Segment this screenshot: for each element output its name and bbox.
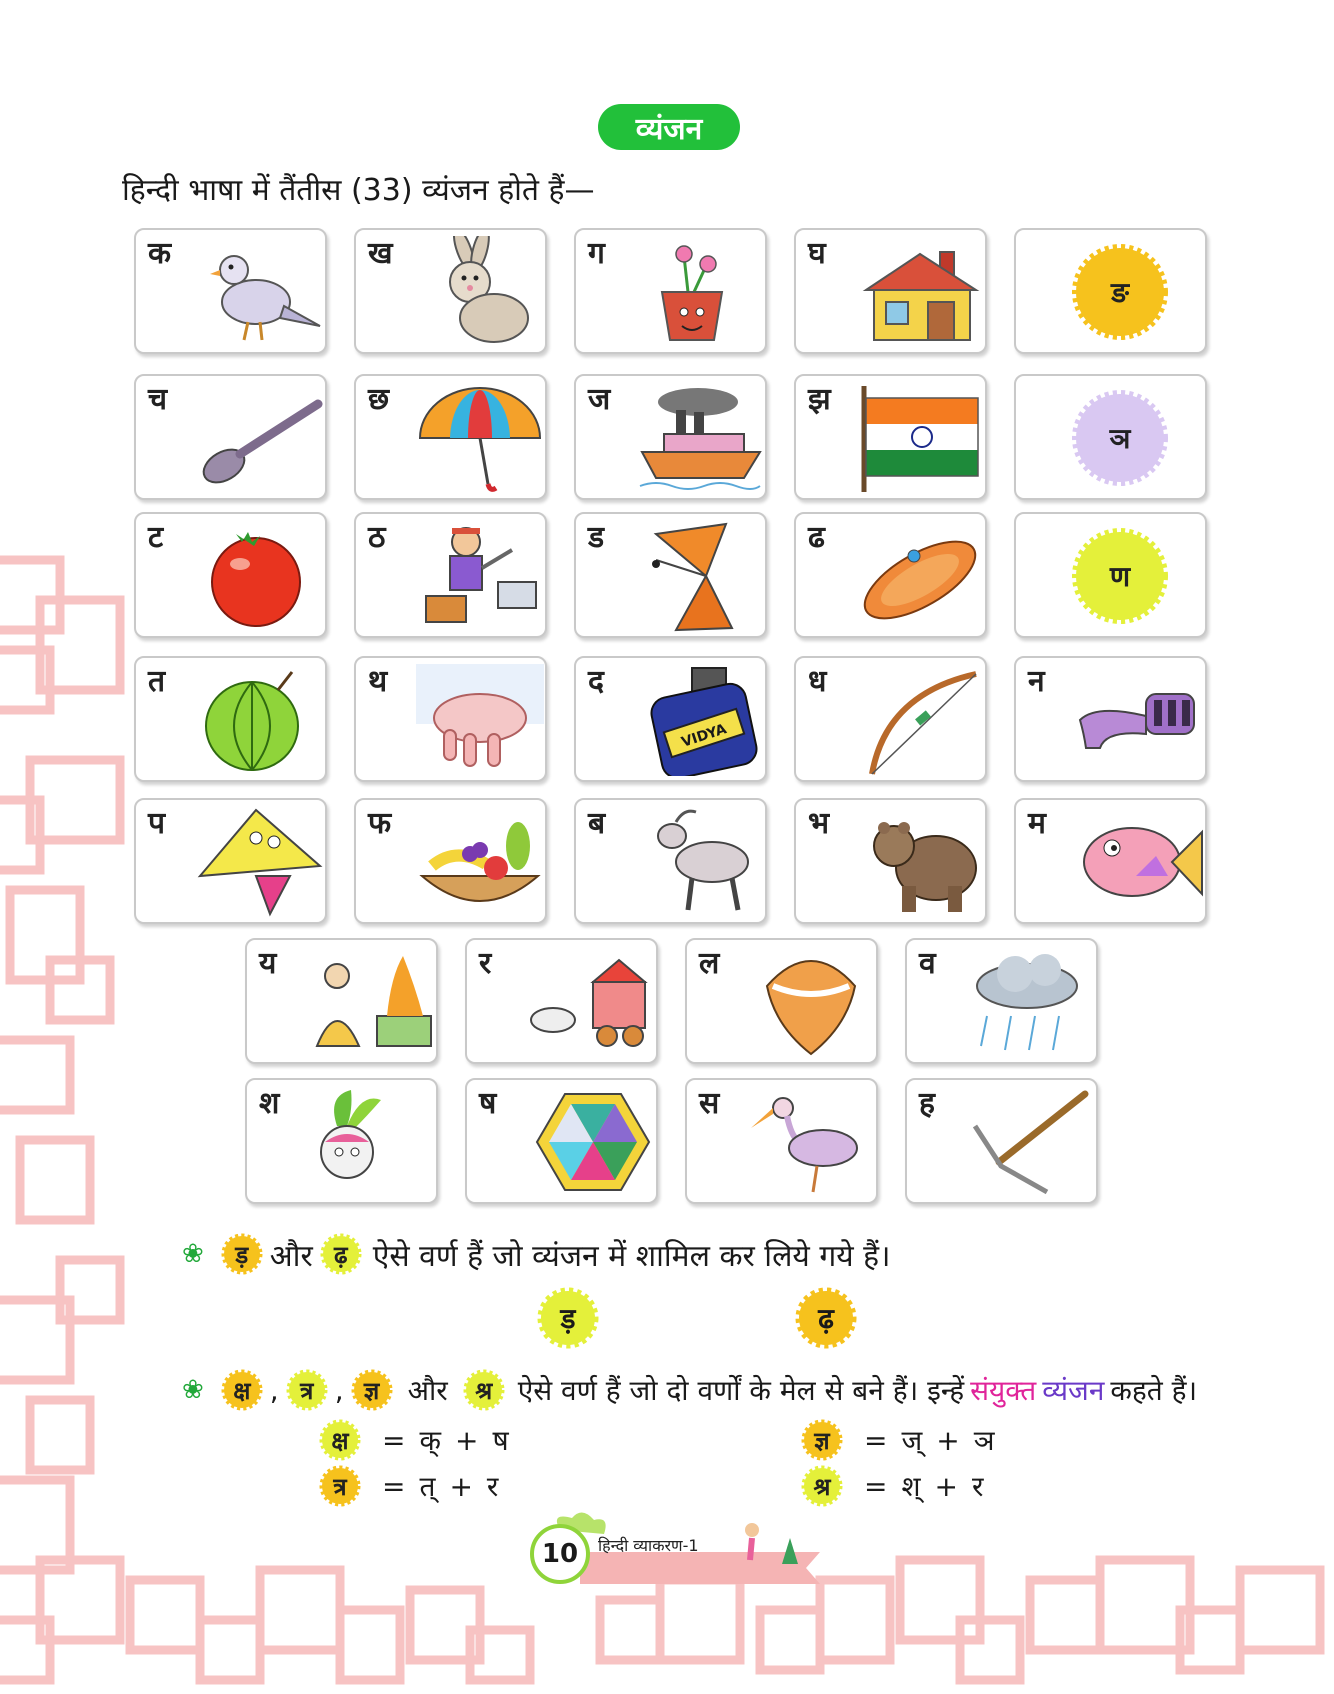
yagya-icon bbox=[307, 946, 435, 1058]
part-b: ञ bbox=[973, 1424, 995, 1457]
letter: ठ bbox=[368, 520, 386, 555]
fruit-bowl-icon bbox=[416, 806, 544, 918]
equation-gya bbox=[794, 1418, 995, 1462]
letter: क bbox=[148, 236, 172, 271]
part-b: ष bbox=[492, 1424, 509, 1457]
consonant-card-pa bbox=[134, 798, 327, 924]
equation-shra bbox=[794, 1464, 983, 1508]
sun-badge bbox=[1070, 526, 1170, 626]
note2-text: ऐसे वर्ण हैं जो दो वर्णों के मेल से बने हैं। इन्हें bbox=[517, 1374, 965, 1407]
badge-tra: त्र bbox=[285, 1368, 329, 1412]
flower-bullet-icon: ❀ bbox=[182, 1375, 204, 1405]
badge-rra: ड़ bbox=[220, 1232, 264, 1276]
consonant-card-ha bbox=[905, 1078, 1098, 1204]
house-icon bbox=[856, 236, 984, 348]
tomato-icon bbox=[196, 520, 324, 632]
bottle-label: VIDYA bbox=[679, 721, 729, 751]
letter: म bbox=[1028, 806, 1046, 841]
plus-sign: + bbox=[454, 1423, 479, 1457]
part-b: र bbox=[486, 1470, 499, 1503]
consonant-card-tha bbox=[354, 512, 547, 638]
plus-sign: + bbox=[449, 1469, 473, 1503]
letter: च bbox=[148, 382, 168, 417]
consonant-card-na bbox=[1014, 656, 1207, 782]
section-title: व्यंजन bbox=[598, 104, 740, 150]
letter: ग bbox=[588, 236, 605, 271]
consonant-card-bha bbox=[794, 798, 987, 924]
equals-sign: = bbox=[864, 1423, 888, 1457]
rain-cloud-icon bbox=[967, 946, 1095, 1058]
badge-gya: ज्ञ bbox=[350, 1368, 394, 1412]
goat-icon bbox=[636, 806, 764, 918]
equation-ksha bbox=[312, 1418, 509, 1462]
badge-ksha: क्ष bbox=[220, 1368, 264, 1412]
flower-pot-icon bbox=[636, 236, 764, 348]
consonant-card-ta2 bbox=[134, 656, 327, 782]
note1-text: ऐसे वर्ण हैं जो व्यंजन में शामिल कर लिये गये हैं। bbox=[372, 1238, 891, 1274]
tinsmith-icon bbox=[416, 520, 544, 632]
spoon-icon bbox=[196, 382, 324, 494]
big-badge-rha: ढ़ bbox=[794, 1286, 858, 1350]
equals-sign: = bbox=[864, 1469, 888, 1503]
badge-shra: श्र bbox=[462, 1368, 506, 1412]
letter: फ bbox=[368, 806, 392, 841]
letter: श bbox=[259, 1086, 280, 1121]
consonant-card-ya bbox=[245, 938, 438, 1064]
comma: , bbox=[334, 1373, 344, 1407]
consonant-card-sa bbox=[685, 1078, 878, 1204]
equals-sign: = bbox=[382, 1423, 406, 1457]
letter: भ bbox=[808, 806, 830, 841]
consonant-card-ba bbox=[574, 798, 767, 924]
note2-tail: कहते हैं। bbox=[1110, 1374, 1198, 1407]
letter: व bbox=[919, 946, 936, 981]
letter: ङ bbox=[1111, 276, 1129, 309]
hexagon-icon bbox=[527, 1086, 655, 1198]
sun-badge bbox=[1070, 388, 1170, 488]
consonant-card-da bbox=[574, 512, 767, 638]
consonant-card-ja bbox=[574, 374, 767, 500]
consonant-card-gha bbox=[794, 228, 987, 354]
letter: थ bbox=[368, 664, 388, 699]
bear-icon bbox=[856, 806, 984, 918]
note-extra-letters bbox=[182, 1232, 890, 1276]
pigeon-icon bbox=[196, 236, 324, 348]
letter: प bbox=[148, 806, 166, 841]
part-a: ज् bbox=[901, 1424, 923, 1457]
part-a: त् bbox=[419, 1470, 436, 1503]
term-samyukt: संयुक्त bbox=[970, 1374, 1037, 1407]
equals-sign: = bbox=[382, 1469, 406, 1503]
consonant-card-sha bbox=[245, 1078, 438, 1204]
consonant-card-chha bbox=[354, 374, 547, 500]
consonant-card-ssa bbox=[465, 1078, 658, 1204]
consonant-card-ra bbox=[465, 938, 658, 1064]
equation-tra bbox=[312, 1464, 498, 1508]
melon-icon bbox=[196, 664, 324, 776]
and-word: और bbox=[269, 1238, 313, 1274]
and-word: और bbox=[407, 1374, 448, 1407]
consonant-card-jha bbox=[794, 374, 987, 500]
letter: ष bbox=[479, 1086, 497, 1121]
spinning-top-icon bbox=[747, 946, 875, 1058]
intro-text: हिन्दी भाषा में तैंतीस (33) व्यंजन होते हैं— bbox=[122, 173, 595, 208]
letter: ढ bbox=[808, 520, 825, 555]
consonant-card-pha bbox=[354, 798, 547, 924]
udder-icon bbox=[416, 664, 544, 776]
letter: ब bbox=[588, 806, 606, 841]
letter: ण bbox=[1109, 560, 1131, 593]
consonant-card-ka bbox=[134, 228, 327, 354]
consonant-card-kha bbox=[354, 228, 547, 354]
consonant-card-va bbox=[905, 938, 1098, 1064]
plus-sign: + bbox=[936, 1423, 960, 1457]
letter: ल bbox=[699, 946, 720, 981]
consonant-card-nya bbox=[1014, 374, 1207, 500]
umbrella-icon bbox=[416, 382, 544, 494]
part-a: क् bbox=[419, 1424, 441, 1457]
consonant-card-nga bbox=[1014, 228, 1207, 354]
letter: ध bbox=[808, 664, 827, 699]
letter: झ bbox=[808, 382, 831, 417]
crane-icon bbox=[747, 1086, 875, 1198]
consonant-card-dha bbox=[794, 512, 987, 638]
letter: ख bbox=[368, 236, 393, 271]
consonant-card-ma bbox=[1014, 798, 1207, 924]
part-b: र bbox=[971, 1470, 984, 1503]
letter: ट bbox=[148, 520, 164, 555]
tap-icon bbox=[1076, 664, 1204, 776]
letter: छ bbox=[368, 382, 390, 417]
letter: ह bbox=[919, 1086, 935, 1121]
letter: य bbox=[259, 946, 277, 981]
letter: घ bbox=[808, 236, 826, 271]
letter: न bbox=[1028, 664, 1045, 699]
fish-icon bbox=[1076, 806, 1204, 918]
turnip-icon bbox=[307, 1086, 435, 1198]
letter: त bbox=[148, 664, 166, 699]
consonant-card-ta bbox=[134, 512, 327, 638]
badge-result: क्ष bbox=[318, 1418, 362, 1462]
note-compound-letters bbox=[182, 1368, 1197, 1412]
book-name: हिन्दी व्याकरण-1 bbox=[598, 1536, 699, 1555]
part-a: श् bbox=[901, 1470, 921, 1503]
consonant-card-da2 bbox=[574, 656, 767, 782]
letter: ड bbox=[588, 520, 605, 555]
big-badge-rra: ड़ bbox=[536, 1286, 600, 1350]
flag-icon bbox=[856, 382, 984, 494]
consonant-card-dha2 bbox=[794, 656, 987, 782]
letter: द bbox=[588, 664, 604, 699]
consonant-card-cha bbox=[134, 374, 327, 500]
letter: स bbox=[699, 1086, 720, 1121]
badge-result: त्र bbox=[318, 1464, 362, 1508]
badge-result: ज्ञ bbox=[800, 1418, 844, 1462]
consonant-card-tha2 bbox=[354, 656, 547, 782]
consonant-card-nna bbox=[1014, 512, 1207, 638]
letter: ज bbox=[588, 382, 611, 417]
sun-badge bbox=[1070, 242, 1170, 342]
letter: ञ bbox=[1109, 422, 1131, 455]
chariot-icon bbox=[527, 946, 655, 1058]
comma: , bbox=[269, 1373, 279, 1407]
badge-rha: ढ़ bbox=[319, 1232, 363, 1276]
term-vyanjan: व्यंजन bbox=[1042, 1374, 1105, 1407]
damru-icon bbox=[636, 520, 764, 632]
rabbit-icon bbox=[416, 236, 544, 348]
flower-bullet-icon: ❀ bbox=[182, 1239, 204, 1269]
ink-bottle-icon bbox=[636, 664, 764, 776]
plus-sign: + bbox=[934, 1469, 958, 1503]
plough-icon bbox=[967, 1086, 1095, 1198]
page-number: 10 bbox=[530, 1524, 590, 1584]
consonant-card-la bbox=[685, 938, 878, 1064]
consonant-card-ga bbox=[574, 228, 767, 354]
kite-icon bbox=[196, 806, 324, 918]
bow-icon bbox=[856, 664, 984, 776]
letter: र bbox=[479, 946, 492, 981]
shield-icon bbox=[856, 520, 984, 632]
ship-icon bbox=[636, 382, 764, 494]
badge-result: श्र bbox=[800, 1464, 844, 1508]
